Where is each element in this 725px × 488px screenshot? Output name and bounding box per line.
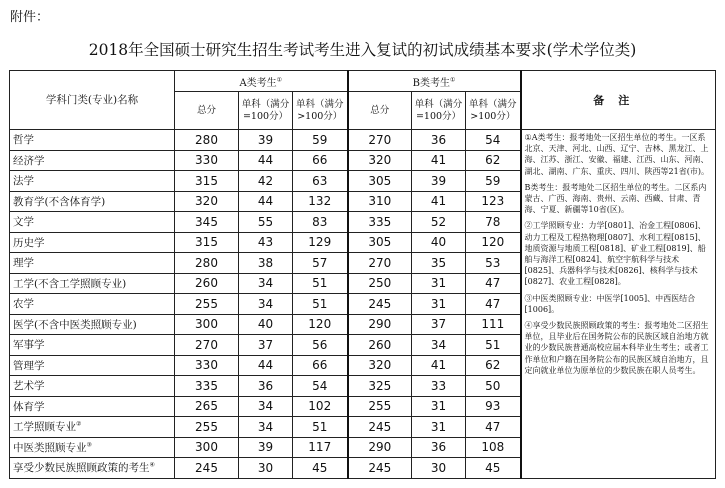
b-score-cell: 47 xyxy=(466,417,521,438)
b-score-cell: 36 xyxy=(412,130,466,151)
b-score-cell: 290 xyxy=(348,437,412,458)
subject-name: 工学(不含工学照顾专业) xyxy=(10,273,175,294)
b-score-cell: 62 xyxy=(466,355,521,376)
a-score-cell: 34 xyxy=(239,294,293,315)
b-score-cell: 335 xyxy=(348,212,412,233)
b-score-cell: 245 xyxy=(348,458,412,479)
b-score-cell: 30 xyxy=(412,458,466,479)
note-paragraph: ④享受少数民族照顾政策的考生：报考地处二区招生单位，且毕业后在国务院公布的民族区域自治地方就业的少数民族普通高校应届本科毕业生考生；或者工作单位和户籍在国务院公布的民族区域自治地方，且定向就业单位为原单位的少数民族在职人员考生。 xyxy=(524,321,709,375)
a-score-cell: 132 xyxy=(293,191,348,212)
b-score-cell: 93 xyxy=(466,396,521,417)
a-score-cell: 270 xyxy=(175,335,239,356)
subject-name: 体育学 xyxy=(10,396,175,417)
subject-name: 历史学 xyxy=(10,232,175,253)
a-score-cell: 255 xyxy=(175,294,239,315)
subject-name: 理学 xyxy=(10,253,175,274)
a-score-cell: 51 xyxy=(293,417,348,438)
a-score-cell: 280 xyxy=(175,253,239,274)
score-table xyxy=(9,70,716,479)
notes-cell xyxy=(521,130,716,479)
b-score-cell: 33 xyxy=(412,376,466,397)
subject-name: 哲学 xyxy=(10,130,175,151)
a-single-gt100-header: 单科（满分>100分） xyxy=(293,92,348,130)
notes-header: 备注 xyxy=(521,71,716,130)
b-score-cell: 45 xyxy=(466,458,521,479)
b-score-cell: 123 xyxy=(466,191,521,212)
a-score-cell: 43 xyxy=(239,232,293,253)
attachment-label: 附件： xyxy=(10,10,50,25)
b-score-cell: 31 xyxy=(412,396,466,417)
a-score-cell: 34 xyxy=(239,417,293,438)
b-score-cell: 320 xyxy=(348,355,412,376)
a-score-cell: 280 xyxy=(175,130,239,151)
a-score-cell: 245 xyxy=(175,458,239,479)
a-score-cell: 42 xyxy=(239,171,293,192)
b-score-cell: 52 xyxy=(412,212,466,233)
a-score-cell: 117 xyxy=(293,437,348,458)
a-score-cell: 300 xyxy=(175,314,239,335)
a-score-cell: 345 xyxy=(175,212,239,233)
subject-name: 教育学(不含体育学) xyxy=(10,191,175,212)
a-score-cell: 39 xyxy=(239,130,293,151)
b-score-cell: 31 xyxy=(412,417,466,438)
b-score-cell: 50 xyxy=(466,376,521,397)
subject-name: 医学(不含中医类照顾专业) xyxy=(10,314,175,335)
subject-name: 管理学 xyxy=(10,355,175,376)
b-score-cell: 120 xyxy=(466,232,521,253)
a-score-cell: 51 xyxy=(293,273,348,294)
a-score-cell: 102 xyxy=(293,396,348,417)
b-score-cell: 245 xyxy=(348,294,412,315)
b-score-cell: 41 xyxy=(412,191,466,212)
a-score-cell: 59 xyxy=(293,130,348,151)
b-single-100-header: 单科（满分=100分） xyxy=(412,92,466,130)
b-score-cell: 41 xyxy=(412,150,466,171)
b-score-cell: 270 xyxy=(348,130,412,151)
a-score-cell: 129 xyxy=(293,232,348,253)
a-score-cell: 255 xyxy=(175,417,239,438)
a-score-cell: 330 xyxy=(175,355,239,376)
a-score-cell: 40 xyxy=(239,314,293,335)
a-score-cell: 30 xyxy=(239,458,293,479)
b-score-cell: 36 xyxy=(412,437,466,458)
note-paragraph: ②工学照顾专业：力学[0801]、冶金工程[0806]、动力工程及工程热物理[0807]、水利工程[0815]、地质资源与地质工程[0818]、矿业工程[0819]、船舶与海洋工程[0824]、航空宇航科学与技术[0825]、兵器科学与技术[0826]、核科学与技术[0827]、农业工程[0828]。 xyxy=(524,221,706,287)
b-score-cell: 31 xyxy=(412,294,466,315)
b-score-cell: 47 xyxy=(466,294,521,315)
page-title: 2018年全国硕士研究生招生考试考生进入复试的初试成绩基本要求(学术学位类) xyxy=(88,41,637,59)
a-score-cell: 34 xyxy=(239,396,293,417)
a-score-cell: 66 xyxy=(293,355,348,376)
a-score-cell: 57 xyxy=(293,253,348,274)
a-single-100-header: 单科（满分=100分） xyxy=(239,92,293,130)
a-score-cell: 44 xyxy=(239,150,293,171)
a-score-cell: 51 xyxy=(293,294,348,315)
b-score-cell: 111 xyxy=(466,314,521,335)
b-score-cell: 325 xyxy=(348,376,412,397)
subject-name: 艺术学 xyxy=(10,376,175,397)
a-score-cell: 37 xyxy=(239,335,293,356)
a-score-cell: 120 xyxy=(293,314,348,335)
a-score-cell: 56 xyxy=(293,335,348,356)
b-score-cell: 39 xyxy=(412,171,466,192)
b-score-cell: 53 xyxy=(466,253,521,274)
b-score-cell: 37 xyxy=(412,314,466,335)
b-score-cell: 31 xyxy=(412,273,466,294)
subject-name: 工学照顾专业② xyxy=(10,417,175,438)
table-row xyxy=(10,130,716,151)
a-score-cell: 66 xyxy=(293,150,348,171)
a-score-cell: 44 xyxy=(239,191,293,212)
a-score-cell: 36 xyxy=(239,376,293,397)
a-score-cell: 44 xyxy=(239,355,293,376)
b-score-cell: 260 xyxy=(348,335,412,356)
b-score-cell: 245 xyxy=(348,417,412,438)
subject-header: 学科门类(专业)名称 xyxy=(10,71,175,130)
b-score-cell: 78 xyxy=(466,212,521,233)
header-row-groups xyxy=(10,71,716,92)
a-score-cell: 45 xyxy=(293,458,348,479)
subject-name: 法学 xyxy=(10,171,175,192)
b-score-cell: 310 xyxy=(348,191,412,212)
a-score-cell: 320 xyxy=(175,191,239,212)
a-score-cell: 39 xyxy=(239,437,293,458)
b-score-cell: 34 xyxy=(412,335,466,356)
subject-name: 文学 xyxy=(10,212,175,233)
a-score-cell: 34 xyxy=(239,273,293,294)
note-paragraph: ①A类考生：报考地处一区招生单位的考生。一区系北京、天津、河北、山西、辽宁、吉林、黑龙江、上海、江苏、浙江、安徽、福建、江西、山东、河南、湖北、湖南、广东、重庆、四川、陕西等21省(市)。 xyxy=(524,133,709,176)
b-score-cell: 305 xyxy=(348,232,412,253)
subject-name: 军事学 xyxy=(10,335,175,356)
b-score-cell: 59 xyxy=(466,171,521,192)
a-score-cell: 38 xyxy=(239,253,293,274)
subject-name: 享受少数民族照顾政策的考生④ xyxy=(10,458,175,479)
a-score-cell: 330 xyxy=(175,150,239,171)
b-score-cell: 270 xyxy=(348,253,412,274)
b-score-cell: 41 xyxy=(412,355,466,376)
a-total-header: 总分 xyxy=(175,92,239,130)
a-score-cell: 83 xyxy=(293,212,348,233)
a-score-cell: 54 xyxy=(293,376,348,397)
b-score-cell: 35 xyxy=(412,253,466,274)
group-a-header: A类考生① xyxy=(175,71,348,92)
b-score-cell: 54 xyxy=(466,130,521,151)
b-score-cell: 108 xyxy=(466,437,521,458)
b-total-header: 总分 xyxy=(348,92,412,130)
a-score-cell: 260 xyxy=(175,273,239,294)
b-score-cell: 62 xyxy=(466,150,521,171)
subject-name: 中医类照顾专业③ xyxy=(10,437,175,458)
a-score-cell: 335 xyxy=(175,376,239,397)
b-single-gt100-header: 单科（满分>100分） xyxy=(466,92,521,130)
note-paragraph: B类考生：报考地处二区招生单位的考生。二区系内蒙古、广西、海南、贵州、云南、西藏、甘肃、青海、宁夏、新疆等10省(区)。 xyxy=(524,182,707,215)
b-score-cell: 40 xyxy=(412,232,466,253)
a-score-cell: 55 xyxy=(239,212,293,233)
b-score-cell: 255 xyxy=(348,396,412,417)
b-score-cell: 320 xyxy=(348,150,412,171)
a-score-cell: 265 xyxy=(175,396,239,417)
b-score-cell: 305 xyxy=(348,171,412,192)
note-paragraph: ③中医类照顾专业：中医学[1005]、中西医结合[1006]。 xyxy=(524,293,696,314)
a-score-cell: 315 xyxy=(175,171,239,192)
subject-name: 经济学 xyxy=(10,150,175,171)
b-score-cell: 250 xyxy=(348,273,412,294)
a-score-cell: 63 xyxy=(293,171,348,192)
b-score-cell: 47 xyxy=(466,273,521,294)
b-score-cell: 51 xyxy=(466,335,521,356)
subject-name: 农学 xyxy=(10,294,175,315)
a-score-cell: 315 xyxy=(175,232,239,253)
group-b-header: B类考生① xyxy=(348,71,521,92)
b-score-cell: 290 xyxy=(348,314,412,335)
a-score-cell: 300 xyxy=(175,437,239,458)
